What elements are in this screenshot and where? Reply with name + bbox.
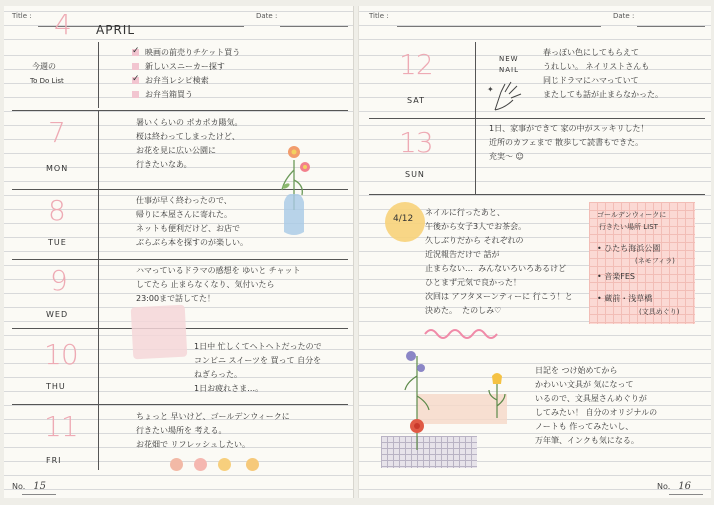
day-entry: 暑いくらいの ポカポカ陽気。 桜は終わってしまったけど、 お花を見に広い公園に 行きたいなあ。 — [136, 118, 243, 169]
section-divider — [369, 118, 705, 119]
gw-entry: ネイルに行ったあと、 午後から女子3人でお茶会。 久しぶりだから それぞれの 近況報告だけで 話が 止まらない… みんないろいろあるけど ひとまず元気で良かった！ 次回は アフタヌーンティーに 行こう！と 決めた。 たのしみ♡ — [425, 208, 573, 315]
day-entry: 1日中 忙しくてヘトヘトだったので コンビニ スイーツを 買って 自分を ねぎらった。 1日お疲れさま…。 — [194, 342, 322, 393]
gw-list-item: • 蔵前・浅草橋 — [597, 294, 653, 303]
day-number: 7 — [48, 116, 65, 149]
day-entry: 1日、家事ができて 家の中がスッキリした！ 近所のカフェまで 散歩して読書もできた。 充実～ ☺ — [489, 124, 649, 161]
todo-divider — [98, 42, 99, 108]
date-label: Date : — [256, 12, 278, 20]
hand-nail-illustration — [485, 78, 531, 114]
title-label: Title : — [12, 12, 32, 20]
page-number: No. 15 — [12, 481, 47, 492]
section-divider — [12, 404, 348, 405]
gw-list-note: (ネモフィラ) — [635, 257, 675, 265]
check-icon: ✓ — [132, 46, 140, 56]
title-line — [397, 26, 601, 27]
todo-item[interactable]: ✓ 映画の前売りチケット買う — [132, 46, 241, 57]
page-number: No. 16 — [657, 481, 692, 492]
day-of-week: SUN — [405, 170, 425, 179]
date-sticker-label: 4/12 — [393, 214, 414, 224]
checkbox[interactable] — [132, 46, 140, 56]
gw-list-title: 行きたい場所 LIST — [599, 223, 658, 231]
day-of-week: SAT — [407, 96, 425, 105]
day-number: 13 — [399, 126, 433, 159]
wavy-line-decoration — [423, 326, 503, 340]
section-divider — [369, 194, 705, 195]
svg-text:✦: ✦ — [487, 85, 494, 94]
day-number: 12 — [399, 48, 433, 81]
day-of-week: TUE — [48, 238, 67, 247]
day-entry: ハマっているドラマの感想を ゆいと チャット してたら 止まらなくなり、気付いたら 23:00まで話してた！ — [136, 266, 301, 303]
nail-label: NEW — [499, 55, 519, 63]
section-divider — [12, 110, 348, 111]
month-number: 4 — [54, 8, 71, 41]
month-name: APRIL — [96, 23, 136, 37]
day-entry: 春っぽい色にしてもらえて うれしい。 ネイリストさんも 同じドラマにハマっていて またしても話が止まらなかった。 — [543, 48, 663, 99]
nail-label: NAIL — [499, 66, 519, 74]
right-page — [358, 6, 711, 498]
wildflower-illustration — [397, 346, 437, 456]
todo-item[interactable]: 新しいスニーカー探す — [132, 60, 240, 74]
page-number-line — [22, 494, 56, 495]
date-line — [280, 26, 348, 27]
section-divider — [12, 259, 348, 260]
todo-subheading: To Do List — [30, 77, 64, 85]
day-number: 9 — [50, 264, 67, 297]
gw-list-title: ゴールデンウィークに — [597, 211, 667, 219]
checkbox[interactable] — [132, 91, 139, 98]
color-dot — [218, 458, 231, 471]
checkbox[interactable] — [132, 63, 139, 70]
todo-item[interactable]: ✓ お弁当レシピ検索 — [132, 74, 209, 85]
color-dot — [246, 458, 259, 471]
todo-item[interactable]: お弁当箱買う — [132, 88, 240, 102]
day-column-divider — [98, 110, 99, 470]
day-entry: ちょっと 早いけど、ゴールデンウィークに 行きたい場所を 考える。 お花畑で リフレッシュしたい。 — [136, 412, 290, 449]
gw-list-item: • ひたち海浜公園 — [597, 244, 661, 253]
color-dot — [170, 458, 183, 471]
gw-list-item: • 音楽FES — [597, 272, 635, 281]
gw-list-note: (文具めぐり) — [639, 308, 680, 316]
day-of-week: WED — [46, 310, 69, 319]
page-number-line — [669, 494, 703, 495]
day-number: 10 — [44, 338, 78, 371]
day-of-week: FRI — [46, 456, 62, 465]
day-of-week: THU — [46, 382, 66, 391]
checkbox[interactable] — [132, 74, 140, 84]
day-of-week: MON — [46, 164, 69, 173]
day-number: 11 — [44, 410, 78, 443]
day-number: 8 — [48, 194, 65, 227]
title-label: Title : — [369, 12, 389, 20]
pink-watercolor-swatch — [131, 305, 188, 360]
flower-vase-illustration — [274, 140, 314, 240]
todo-heading: 今週の — [32, 62, 56, 71]
todo-list — [132, 46, 240, 102]
date-label: Date : — [613, 12, 635, 20]
gw-list-card — [589, 202, 695, 324]
date-line — [637, 26, 705, 27]
tulip-illustration — [485, 370, 509, 420]
color-dot — [194, 458, 207, 471]
left-page — [4, 6, 354, 498]
check-icon: ✓ — [132, 74, 140, 84]
day-entry: 仕事が早く終わったので、 帰りに本屋さんに寄れた。 ネットも便利だけど、お店で ぶらぶら本を探すのが楽しい。 — [136, 196, 248, 247]
diary-entry: 日記を つけ始めてから かわいい文具が 気になって いるので、文具屋さんめぐりが してみたい！ 自分のオリジナルの ノートも 作ってみたいし、 万年筆、インクも気になる。 — [535, 366, 658, 445]
